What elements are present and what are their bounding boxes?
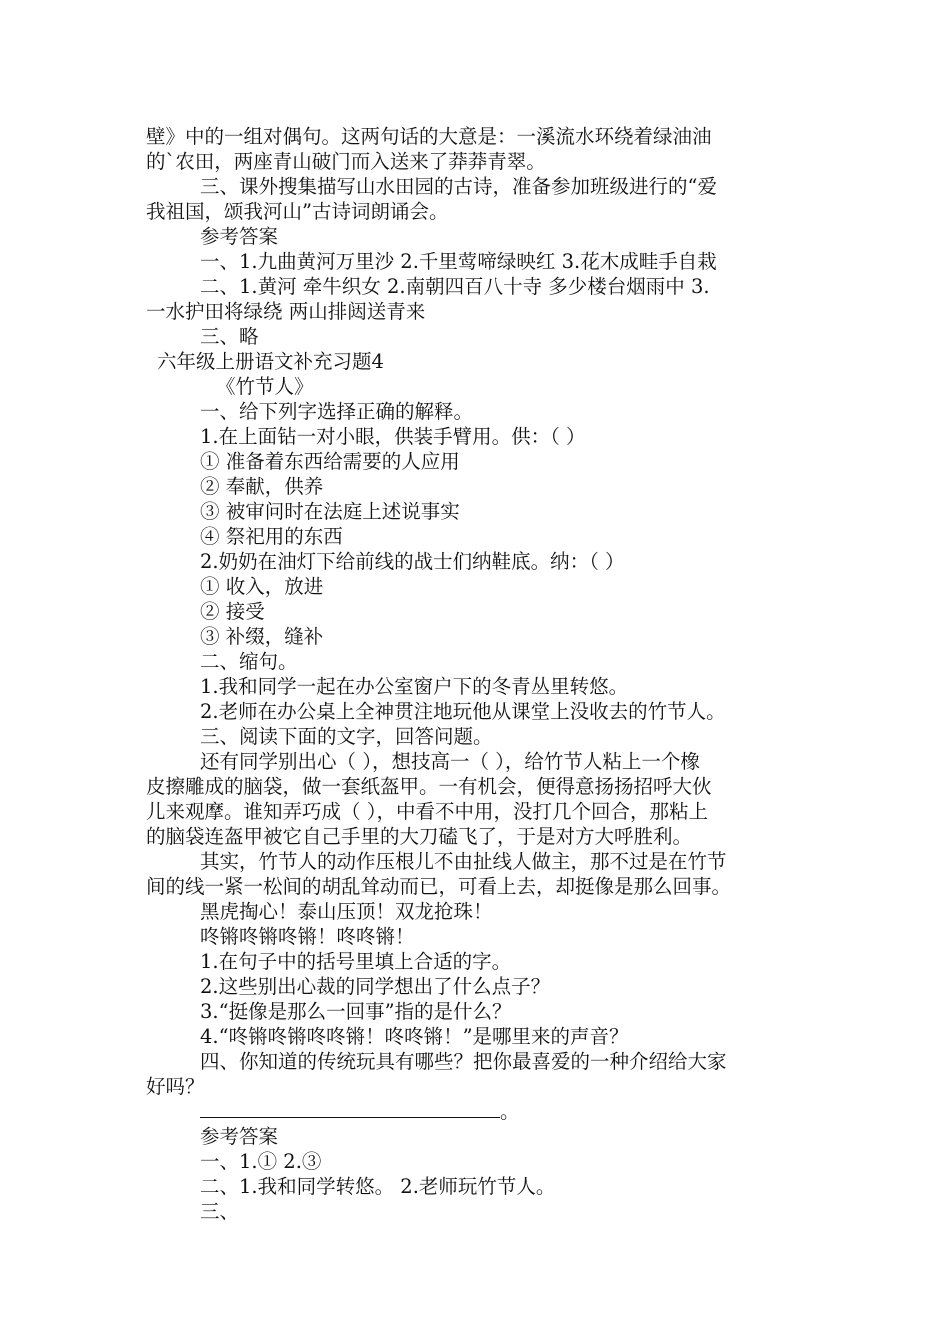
text-line: 壁》中的一组对偶句。这两句话的大意是：一溪流水环绕着绿油油 — [146, 125, 712, 148]
section-title: 六年级上册语文补充习题4 — [157, 350, 384, 373]
question-item: 2.老师在办公桌上全神贯注地玩他从课堂上没收去的竹节人。 — [200, 700, 726, 723]
question-item: 2.奶奶在油灯下给前线的战士们纳鞋底。纳：（ ） — [200, 550, 625, 573]
option-item: ① 收入，放进 — [200, 575, 324, 598]
text-line: 三、略 — [200, 325, 259, 348]
answer-blank — [200, 1099, 500, 1118]
passage-line: 皮擦雕成的脑袋，做一套纸盔甲。一有机会，便得意扬扬招呼大伙 — [146, 775, 712, 798]
text-line: 我祖国，颂我河山”古诗词朗诵会。 — [146, 200, 449, 223]
option-item: ② 接受 — [200, 600, 265, 623]
question-item: 2.这些别出心裁的同学想出了什么点子？ — [200, 975, 551, 998]
blank-end-mark: 。 — [500, 1100, 520, 1123]
passage-line: 黑虎掏心！泰山压顶！双龙抢珠！ — [200, 900, 493, 923]
passage-line: 的脑袋连盔甲被它自己手里的大刀磕飞了，于是对方大呼胜利。 — [146, 825, 693, 848]
text-line: 一、1.九曲黄河万里沙 2.千里莺啼绿映红 3.花木成畦手自栽 — [200, 250, 717, 273]
answer-heading: 参考答案 — [200, 1125, 279, 1148]
answer-line: 三、 — [200, 1200, 240, 1223]
text-line: 一水护田将绿绕 两山排闼送青来 — [146, 300, 426, 323]
question-item: 4.“咚锵咚锵咚咚锵！咚咚锵！”是哪里来的声音？ — [200, 1025, 629, 1048]
text-line: 三、课外搜集描写山水田园的古诗，准备参加班级进行的“爱 — [200, 175, 717, 198]
question-item: 1.在句子中的括号里填上合适的字。 — [200, 950, 512, 973]
question-heading: 三、阅读下面的文字，回答问题。 — [200, 725, 493, 748]
answer-line: 二、1.我和同学转悠。 2.老师玩竹节人。 — [200, 1175, 556, 1198]
question-item: 3.“挺像是那么一回事”指的是什么？ — [200, 1000, 512, 1023]
option-item: ③ 补缀，缝补 — [200, 625, 324, 648]
question-heading: 二、缩句。 — [200, 650, 298, 673]
question-item: 1.在上面钻一对小眼，供装手臂用。供：（ ） — [200, 425, 586, 448]
option-item: ③ 被审问时在法庭上述说事实 — [200, 500, 460, 523]
passage-line: 咚锵咚锵咚锵！咚咚锵！ — [200, 925, 415, 948]
text-line: 好吗？ — [146, 1075, 205, 1098]
question-heading: 四、你知道的传统玩具有哪些？把你最喜爱的一种介绍给大家 — [200, 1050, 727, 1073]
question-heading: 一、给下列字选择正确的解释。 — [200, 400, 474, 423]
text-line: 的`农田，两座青山破门而入送来了莽莽青翠。 — [146, 150, 546, 173]
text-line: 二、1.黄河 牵牛织女 2.南朝四百八十寺 多少楼台烟雨中 3. — [200, 275, 710, 298]
passage-line: 其实，竹节人的动作压根儿不由扯线人做主，那不过是在竹节 — [200, 850, 727, 873]
answer-heading: 参考答案 — [200, 225, 279, 248]
question-item: 1.我和同学一起在办公室窗户下的冬青丛里转悠。 — [200, 675, 629, 698]
option-item: ① 准备着东西给需要的人应用 — [200, 450, 460, 473]
answer-blank-line — [200, 1099, 806, 1124]
passage-line: 儿来观摩。谁知弄巧成（ ），中看不中用，没打几个回合，那粘上 — [146, 800, 708, 823]
passage-line: 间的线一紧一松间的胡乱耸动而已，可看上去，却挺像是那么回事。 — [146, 875, 732, 898]
answer-line: 一、1.① 2.③ — [200, 1150, 322, 1173]
option-item: ② 奉献，供养 — [200, 475, 324, 498]
lesson-title: 《竹节人》 — [216, 375, 314, 398]
option-item: ④ 祭祀用的东西 — [200, 525, 343, 548]
passage-line: 还有同学别出心（ ），想技高一（ ），给竹节人粘上一个橡 — [200, 750, 700, 773]
